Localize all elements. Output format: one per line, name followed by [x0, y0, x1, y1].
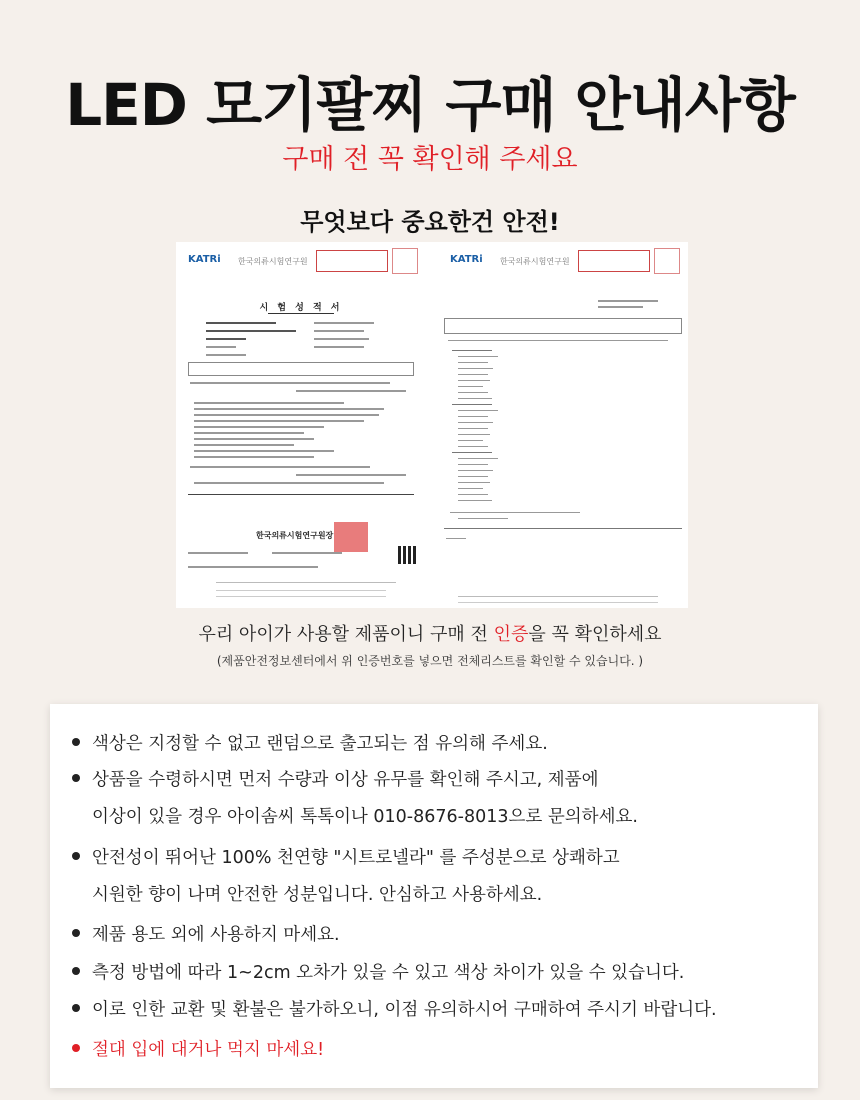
text-line — [194, 444, 294, 446]
info-item-warning: 절대 입에 대거나 먹지 마세요! — [72, 1036, 324, 1061]
text-line — [272, 552, 342, 554]
certificate-page-2 — [438, 242, 688, 608]
certificate-title: 시 험 성 적 서 — [259, 303, 343, 313]
warning-bullet-icon — [72, 1044, 80, 1052]
divider — [216, 582, 396, 583]
text-line — [194, 420, 364, 422]
text-line — [458, 470, 493, 471]
text-line — [458, 434, 490, 435]
katri-logo: KATRi — [450, 254, 483, 265]
text-line — [194, 450, 334, 452]
text-line — [206, 322, 276, 324]
text-line — [452, 350, 492, 351]
text-line — [194, 438, 314, 440]
text-line — [458, 464, 488, 465]
divider — [458, 596, 658, 597]
text-line — [190, 382, 390, 384]
text-line — [206, 346, 236, 348]
text-line — [446, 538, 466, 539]
test-certificate-image — [176, 242, 688, 608]
text-line — [458, 446, 488, 447]
info-item-receipt-cont: 이상이 있을 경우 아이솜씨 톡톡이나 010-8676-8013으로 문의하세요. — [92, 807, 638, 827]
bullet-icon — [72, 738, 80, 746]
text-line — [458, 500, 492, 501]
certification-notice — [0, 620, 860, 646]
signature-org: 한국의류시험연구원장 — [256, 531, 334, 540]
address-box — [578, 250, 650, 272]
text-line — [458, 380, 490, 381]
notice-text: 우리 아이가 사용할 제품이니 구매 전 — [198, 624, 494, 645]
text-line — [452, 404, 492, 405]
katri-logo: KATRi — [188, 254, 221, 265]
text-line — [458, 602, 658, 603]
certification-notice-sub: (제품안전정보센터에서 위 인증번호를 넣으면 전체리스트를 확인할 수 있습니다. ) — [216, 654, 644, 668]
text-line — [458, 392, 488, 393]
text-line — [458, 368, 493, 369]
text-line — [188, 552, 248, 554]
bullet-icon — [72, 929, 80, 937]
text-line — [296, 474, 406, 476]
certificate-header — [450, 250, 680, 272]
text-line — [598, 300, 658, 302]
text-line — [458, 416, 488, 417]
text-line — [194, 432, 304, 434]
text-line — [194, 414, 379, 416]
text-line — [448, 340, 668, 341]
text-line — [296, 390, 406, 392]
certificate-header — [188, 250, 418, 272]
text-line — [314, 322, 374, 324]
text-line — [194, 402, 344, 404]
info-item-refund: 이로 인한 교환 및 환불은 불가하오니, 이점 유의하시어 구매하여 주시기 바랍니다. — [72, 996, 717, 1021]
institute-name: 한국의류시험연구원 — [500, 257, 570, 266]
text-line — [458, 458, 498, 459]
text-line — [216, 596, 386, 597]
text-line — [450, 512, 580, 513]
bullet-icon — [72, 967, 80, 975]
text-line — [458, 494, 488, 495]
certificate-page-1 — [176, 242, 426, 608]
text-line — [458, 410, 498, 411]
qr-code-icon — [398, 546, 416, 564]
text-line — [206, 338, 246, 340]
bullet-icon — [72, 774, 80, 782]
official-seal-icon — [334, 522, 368, 552]
results-table-header — [444, 318, 682, 334]
info-item-color: 색상은 지정할 수 없고 랜덤으로 출고되는 점 유의해 주세요. — [72, 730, 548, 755]
text-line — [458, 482, 490, 483]
page-title: LED 모기팔찌 구매 안내사항 — [65, 71, 795, 139]
text-line — [314, 346, 364, 348]
text-line — [190, 466, 370, 468]
safety-heading: 무엇보다 중요한건 안전! — [300, 208, 560, 236]
text-line — [314, 330, 364, 332]
purchase-info-box — [50, 704, 818, 1088]
text-line — [452, 452, 492, 453]
text-line — [458, 440, 483, 441]
text-line — [458, 428, 488, 429]
info-item-ingredient-cont: 시원한 향이 나며 안전한 성분입니다. 안심하고 사용하세요. — [92, 885, 543, 905]
text-line — [206, 330, 296, 332]
address-box — [316, 250, 388, 272]
text-line — [458, 386, 483, 387]
info-item-usage: 제품 용도 외에 사용하지 마세요. — [72, 921, 340, 946]
text-line — [314, 338, 369, 340]
page-subtitle: 구매 전 꼭 확인해 주세요 — [282, 144, 578, 175]
text-line — [458, 374, 488, 375]
info-item-ingredient: 안전성이 뛰어난 100% 천연향 "시트로넬라" 를 주성분으로 상쾌하고 — [72, 844, 620, 869]
text-line — [458, 518, 508, 519]
text-line — [458, 398, 492, 399]
text-line — [206, 354, 246, 356]
bullet-icon — [72, 1004, 80, 1012]
info-item-receipt: 상품을 수령하시면 먼저 수량과 이상 유무를 확인해 주시고, 제품에 — [72, 766, 599, 791]
text-line — [188, 566, 318, 568]
text-line — [458, 422, 493, 423]
title-underline — [268, 313, 334, 314]
certification-mark-icon — [392, 248, 418, 274]
text-line — [598, 306, 643, 308]
notice-highlight: 인증 — [493, 624, 529, 645]
institute-name: 한국의류시험연구원 — [238, 257, 308, 266]
results-table-header — [188, 362, 414, 376]
bullet-icon — [72, 852, 80, 860]
text-line — [458, 476, 488, 477]
certification-mark-icon — [654, 248, 680, 274]
text-line — [458, 356, 498, 357]
divider — [188, 494, 414, 495]
text-line — [194, 456, 314, 458]
text-line — [194, 482, 384, 484]
text-line — [458, 488, 483, 489]
divider — [444, 528, 682, 529]
text-line — [216, 590, 386, 591]
info-item-measurement: 측정 방법에 따라 1~2cm 오차가 있을 수 있고 색상 차이가 있을 수 있습니다. — [72, 959, 684, 984]
text-line — [194, 408, 384, 410]
text-line — [458, 362, 488, 363]
text-line — [194, 426, 324, 428]
notice-text-end: 을 꼭 확인하세요 — [528, 624, 662, 645]
